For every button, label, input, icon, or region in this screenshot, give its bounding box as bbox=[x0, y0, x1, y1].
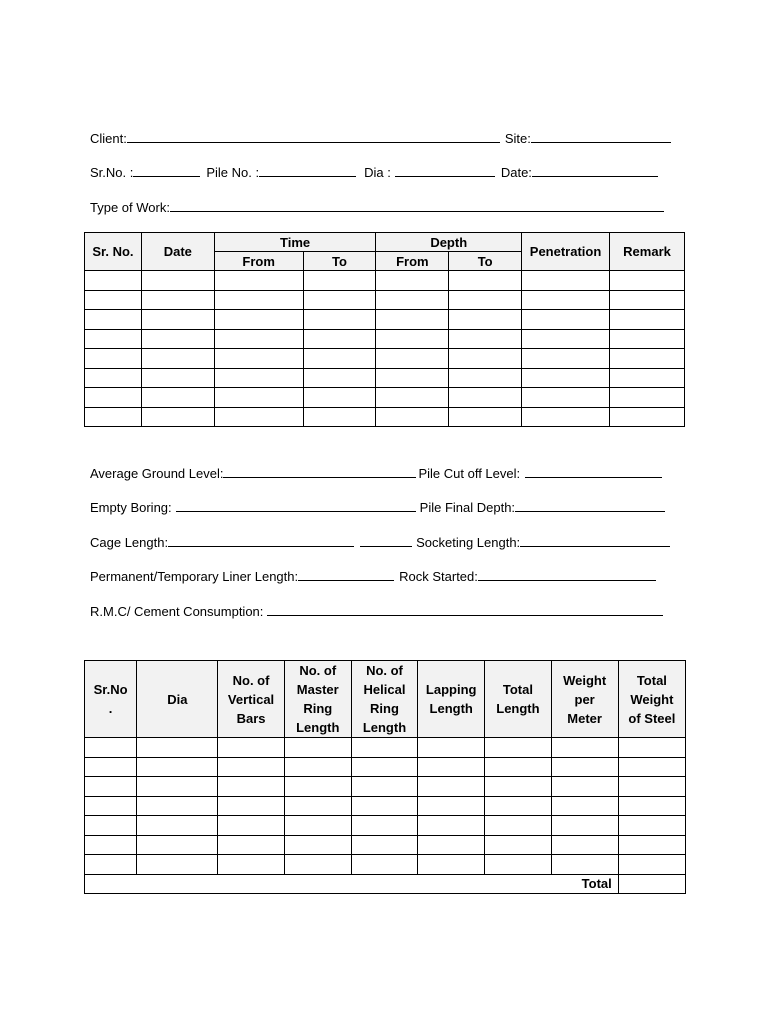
table-cell[interactable] bbox=[218, 816, 284, 836]
header-total-length: Total Length bbox=[485, 661, 551, 738]
table-cell[interactable] bbox=[85, 349, 142, 369]
header-time-from: From bbox=[214, 252, 303, 271]
table-cell[interactable] bbox=[351, 835, 417, 855]
table-cell[interactable] bbox=[618, 757, 685, 777]
table-cell[interactable] bbox=[85, 738, 137, 758]
table-cell[interactable] bbox=[85, 816, 137, 836]
pile-no-field[interactable] bbox=[259, 164, 356, 177]
srno-pile-dia-date-line bbox=[90, 164, 660, 180]
table-cell[interactable] bbox=[218, 777, 284, 797]
table-cell[interactable] bbox=[351, 855, 417, 875]
header-master-ring-length: No. of Master Ring Length bbox=[284, 661, 351, 738]
table-row bbox=[85, 310, 685, 330]
cage-length-field[interactable] bbox=[168, 534, 354, 547]
table-cell[interactable] bbox=[351, 777, 417, 797]
pile-no-label: Pile No. : bbox=[206, 165, 260, 180]
liner-length-field[interactable] bbox=[298, 568, 394, 581]
cage-length-label: Cage Length: bbox=[90, 535, 169, 550]
table-cell[interactable] bbox=[449, 310, 522, 330]
table-cell[interactable] bbox=[376, 368, 449, 388]
average-ground-level-label: Average Ground Level: bbox=[90, 466, 224, 481]
table-cell[interactable] bbox=[418, 835, 485, 855]
table-cell[interactable] bbox=[418, 855, 485, 875]
table-cell[interactable] bbox=[618, 816, 685, 836]
table-cell[interactable] bbox=[214, 388, 303, 408]
table-cell[interactable] bbox=[85, 329, 142, 349]
header-date: Date bbox=[141, 233, 214, 271]
table-cell[interactable] bbox=[418, 816, 485, 836]
table-cell[interactable] bbox=[522, 388, 610, 408]
table-cell[interactable] bbox=[551, 796, 618, 816]
table-cell[interactable] bbox=[376, 407, 449, 427]
table-cell[interactable] bbox=[610, 407, 685, 427]
table-cell[interactable] bbox=[485, 738, 551, 758]
liner-length-line bbox=[90, 568, 658, 584]
header-weight-per-meter: Weight per Meter bbox=[551, 661, 618, 738]
header-lapping-length: Lapping Length bbox=[418, 661, 485, 738]
table-cell[interactable] bbox=[284, 738, 351, 758]
average-ground-level-field[interactable] bbox=[223, 465, 416, 478]
table-cell[interactable] bbox=[137, 777, 218, 797]
table-cell[interactable] bbox=[85, 388, 142, 408]
header-steel-dia: Dia bbox=[137, 661, 218, 738]
table-cell[interactable] bbox=[618, 835, 685, 855]
table-row bbox=[85, 349, 685, 369]
table-cell[interactable] bbox=[284, 835, 351, 855]
table-cell[interactable] bbox=[449, 329, 522, 349]
header-depth-from: From bbox=[376, 252, 449, 271]
table-row bbox=[85, 835, 686, 855]
table-cell[interactable] bbox=[303, 407, 376, 427]
table-row bbox=[85, 271, 685, 291]
table-cell[interactable] bbox=[610, 368, 685, 388]
rmc-label: R.M.C/ Cement Consumption: bbox=[90, 604, 264, 619]
table-cell[interactable] bbox=[618, 777, 685, 797]
table-cell[interactable] bbox=[522, 310, 610, 330]
pile-final-depth-field[interactable] bbox=[515, 499, 665, 512]
table-cell[interactable] bbox=[376, 290, 449, 310]
table-cell[interactable] bbox=[85, 777, 137, 797]
rock-started-field[interactable] bbox=[478, 568, 656, 581]
total-value-cell[interactable] bbox=[618, 874, 685, 894]
type-of-work-field[interactable] bbox=[170, 199, 664, 212]
table-cell[interactable] bbox=[214, 349, 303, 369]
table-cell[interactable] bbox=[618, 855, 685, 875]
table-cell[interactable] bbox=[522, 407, 610, 427]
table-cell[interactable] bbox=[214, 310, 303, 330]
ground-level-line bbox=[90, 465, 664, 481]
table-row bbox=[85, 738, 686, 758]
table-cell[interactable] bbox=[284, 757, 351, 777]
table-cell[interactable] bbox=[351, 796, 417, 816]
table-row bbox=[85, 796, 686, 816]
total-label: Total bbox=[85, 874, 619, 894]
table-row bbox=[85, 816, 686, 836]
boring-log-table bbox=[84, 232, 685, 427]
header-remark: Remark bbox=[610, 233, 685, 271]
table-cell[interactable] bbox=[303, 271, 376, 291]
client-site-line bbox=[90, 130, 673, 146]
table-cell[interactable] bbox=[522, 368, 610, 388]
cage-length-line bbox=[90, 534, 672, 550]
pile-cut-off-level-field[interactable] bbox=[525, 465, 662, 478]
dia-field[interactable] bbox=[395, 164, 495, 177]
table-cell[interactable] bbox=[522, 290, 610, 310]
table-cell[interactable] bbox=[218, 757, 284, 777]
table-cell[interactable] bbox=[214, 407, 303, 427]
table-cell[interactable] bbox=[618, 796, 685, 816]
empty-boring-line bbox=[90, 499, 667, 515]
table-cell[interactable] bbox=[449, 388, 522, 408]
site-field[interactable] bbox=[531, 130, 671, 143]
table-cell[interactable] bbox=[418, 738, 485, 758]
table-row bbox=[85, 407, 685, 427]
table-cell[interactable] bbox=[418, 777, 485, 797]
table-cell[interactable] bbox=[214, 368, 303, 388]
table-cell[interactable] bbox=[610, 271, 685, 291]
srno-label: Sr.No. : bbox=[90, 165, 134, 180]
table-cell[interactable] bbox=[610, 290, 685, 310]
table-cell[interactable] bbox=[141, 407, 214, 427]
type-of-work-label: Type of Work: bbox=[90, 200, 170, 215]
table-cell[interactable] bbox=[218, 855, 284, 875]
header-helical-ring-length: No. of Helical Ring Length bbox=[351, 661, 417, 738]
site-label: Site: bbox=[504, 131, 531, 146]
steel-table bbox=[84, 660, 686, 894]
liner-length-label: Permanent/Temporary Liner Length: bbox=[90, 569, 299, 584]
date-field[interactable] bbox=[532, 164, 658, 177]
table-row bbox=[85, 388, 685, 408]
table-cell[interactable] bbox=[376, 271, 449, 291]
empty-boring-label: Empty Boring: bbox=[90, 500, 172, 515]
table-cell[interactable] bbox=[284, 777, 351, 797]
pile-cut-off-level-label: Pile Cut off Level: bbox=[418, 466, 521, 481]
table-cell[interactable] bbox=[485, 816, 551, 836]
table-cell[interactable] bbox=[418, 757, 485, 777]
table-cell[interactable] bbox=[303, 368, 376, 388]
table-cell[interactable] bbox=[85, 855, 137, 875]
table-cell[interactable] bbox=[485, 777, 551, 797]
table-cell[interactable] bbox=[85, 310, 142, 330]
table-cell[interactable] bbox=[485, 796, 551, 816]
table-cell[interactable] bbox=[522, 271, 610, 291]
cage-length-extra-field[interactable] bbox=[360, 534, 412, 547]
table-row bbox=[85, 757, 686, 777]
client-label: Client: bbox=[90, 131, 127, 146]
table-row bbox=[85, 368, 685, 388]
header-total-weight-of-steel: Total Weight of Steel bbox=[618, 661, 685, 738]
table-cell[interactable] bbox=[141, 310, 214, 330]
table-cell[interactable] bbox=[610, 388, 685, 408]
header-vertical-bars: No. of Vertical Bars bbox=[218, 661, 284, 738]
table-cell[interactable] bbox=[351, 816, 417, 836]
table-row bbox=[85, 290, 685, 310]
table-row bbox=[85, 777, 686, 797]
table-cell[interactable] bbox=[610, 329, 685, 349]
table-cell[interactable] bbox=[522, 329, 610, 349]
table-row bbox=[85, 329, 685, 349]
rock-started-label: Rock Started: bbox=[399, 569, 478, 584]
table-cell[interactable] bbox=[85, 796, 137, 816]
header-penetration: Penetration bbox=[522, 233, 610, 271]
table-cell[interactable] bbox=[214, 271, 303, 291]
pile-final-depth-label: Pile Final Depth: bbox=[419, 500, 516, 515]
header-steel-sr-no: Sr.No . bbox=[85, 661, 137, 738]
table-cell[interactable] bbox=[351, 757, 417, 777]
rmc-field[interactable] bbox=[267, 603, 663, 616]
table-cell[interactable] bbox=[214, 329, 303, 349]
table-cell[interactable] bbox=[303, 310, 376, 330]
table-cell[interactable] bbox=[376, 388, 449, 408]
table-cell[interactable] bbox=[418, 796, 485, 816]
table-cell[interactable] bbox=[376, 349, 449, 369]
table-cell[interactable] bbox=[85, 368, 142, 388]
table-cell[interactable] bbox=[303, 349, 376, 369]
header-depth: Depth bbox=[376, 233, 522, 252]
client-field[interactable] bbox=[127, 130, 500, 143]
table-cell[interactable] bbox=[618, 738, 685, 758]
table-cell[interactable] bbox=[449, 290, 522, 310]
total-row bbox=[85, 874, 686, 894]
header-time: Time bbox=[214, 233, 376, 252]
table-cell[interactable] bbox=[141, 329, 214, 349]
table-cell[interactable] bbox=[85, 407, 142, 427]
table-cell[interactable] bbox=[485, 757, 551, 777]
table-cell[interactable] bbox=[485, 855, 551, 875]
type-of-work-line bbox=[90, 199, 666, 215]
table-cell[interactable] bbox=[303, 290, 376, 310]
date-label: Date: bbox=[500, 165, 532, 180]
table-cell[interactable] bbox=[351, 738, 417, 758]
table-cell[interactable] bbox=[137, 796, 218, 816]
table-cell[interactable] bbox=[137, 738, 218, 758]
table-cell[interactable] bbox=[610, 310, 685, 330]
table-cell[interactable] bbox=[449, 368, 522, 388]
table-cell[interactable] bbox=[449, 271, 522, 291]
table-cell[interactable] bbox=[551, 738, 618, 758]
table-cell[interactable] bbox=[137, 835, 218, 855]
socketing-length-label: Socketing Length: bbox=[416, 535, 521, 550]
table-row bbox=[85, 855, 686, 875]
table-cell[interactable] bbox=[303, 329, 376, 349]
rmc-line bbox=[90, 603, 665, 619]
table-cell[interactable] bbox=[551, 855, 618, 875]
table-cell[interactable] bbox=[137, 855, 218, 875]
srno-field[interactable] bbox=[133, 164, 200, 177]
table-cell[interactable] bbox=[218, 796, 284, 816]
table-cell[interactable] bbox=[449, 349, 522, 369]
table-cell[interactable] bbox=[376, 310, 449, 330]
table-cell[interactable] bbox=[141, 349, 214, 369]
table-cell[interactable] bbox=[214, 290, 303, 310]
table-cell[interactable] bbox=[85, 757, 137, 777]
table-cell[interactable] bbox=[85, 271, 142, 291]
table-cell[interactable] bbox=[551, 816, 618, 836]
table-cell[interactable] bbox=[141, 271, 214, 291]
table-cell[interactable] bbox=[85, 835, 137, 855]
header-time-to: To bbox=[303, 252, 376, 271]
table-cell[interactable] bbox=[610, 349, 685, 369]
table-cell[interactable] bbox=[485, 835, 551, 855]
table-cell[interactable] bbox=[137, 816, 218, 836]
table-cell[interactable] bbox=[449, 407, 522, 427]
table-cell[interactable] bbox=[85, 290, 142, 310]
header-sr-no: Sr. No. bbox=[85, 233, 142, 271]
table-cell[interactable] bbox=[141, 368, 214, 388]
dia-label: Dia : bbox=[364, 165, 391, 180]
header-depth-to: To bbox=[449, 252, 522, 271]
table-cell[interactable] bbox=[137, 757, 218, 777]
table-cell[interactable] bbox=[284, 816, 351, 836]
table-cell[interactable] bbox=[551, 777, 618, 797]
table-cell[interactable] bbox=[141, 388, 214, 408]
table-cell[interactable] bbox=[218, 738, 284, 758]
table-cell[interactable] bbox=[284, 796, 351, 816]
socketing-length-field[interactable] bbox=[520, 534, 670, 547]
table-cell[interactable] bbox=[218, 835, 284, 855]
table-cell[interactable] bbox=[284, 855, 351, 875]
table-cell[interactable] bbox=[141, 290, 214, 310]
table-cell[interactable] bbox=[376, 329, 449, 349]
empty-boring-field[interactable] bbox=[176, 499, 416, 512]
table-cell[interactable] bbox=[551, 757, 618, 777]
table-cell[interactable] bbox=[522, 349, 610, 369]
table-cell[interactable] bbox=[551, 835, 618, 855]
table-cell[interactable] bbox=[303, 388, 376, 408]
